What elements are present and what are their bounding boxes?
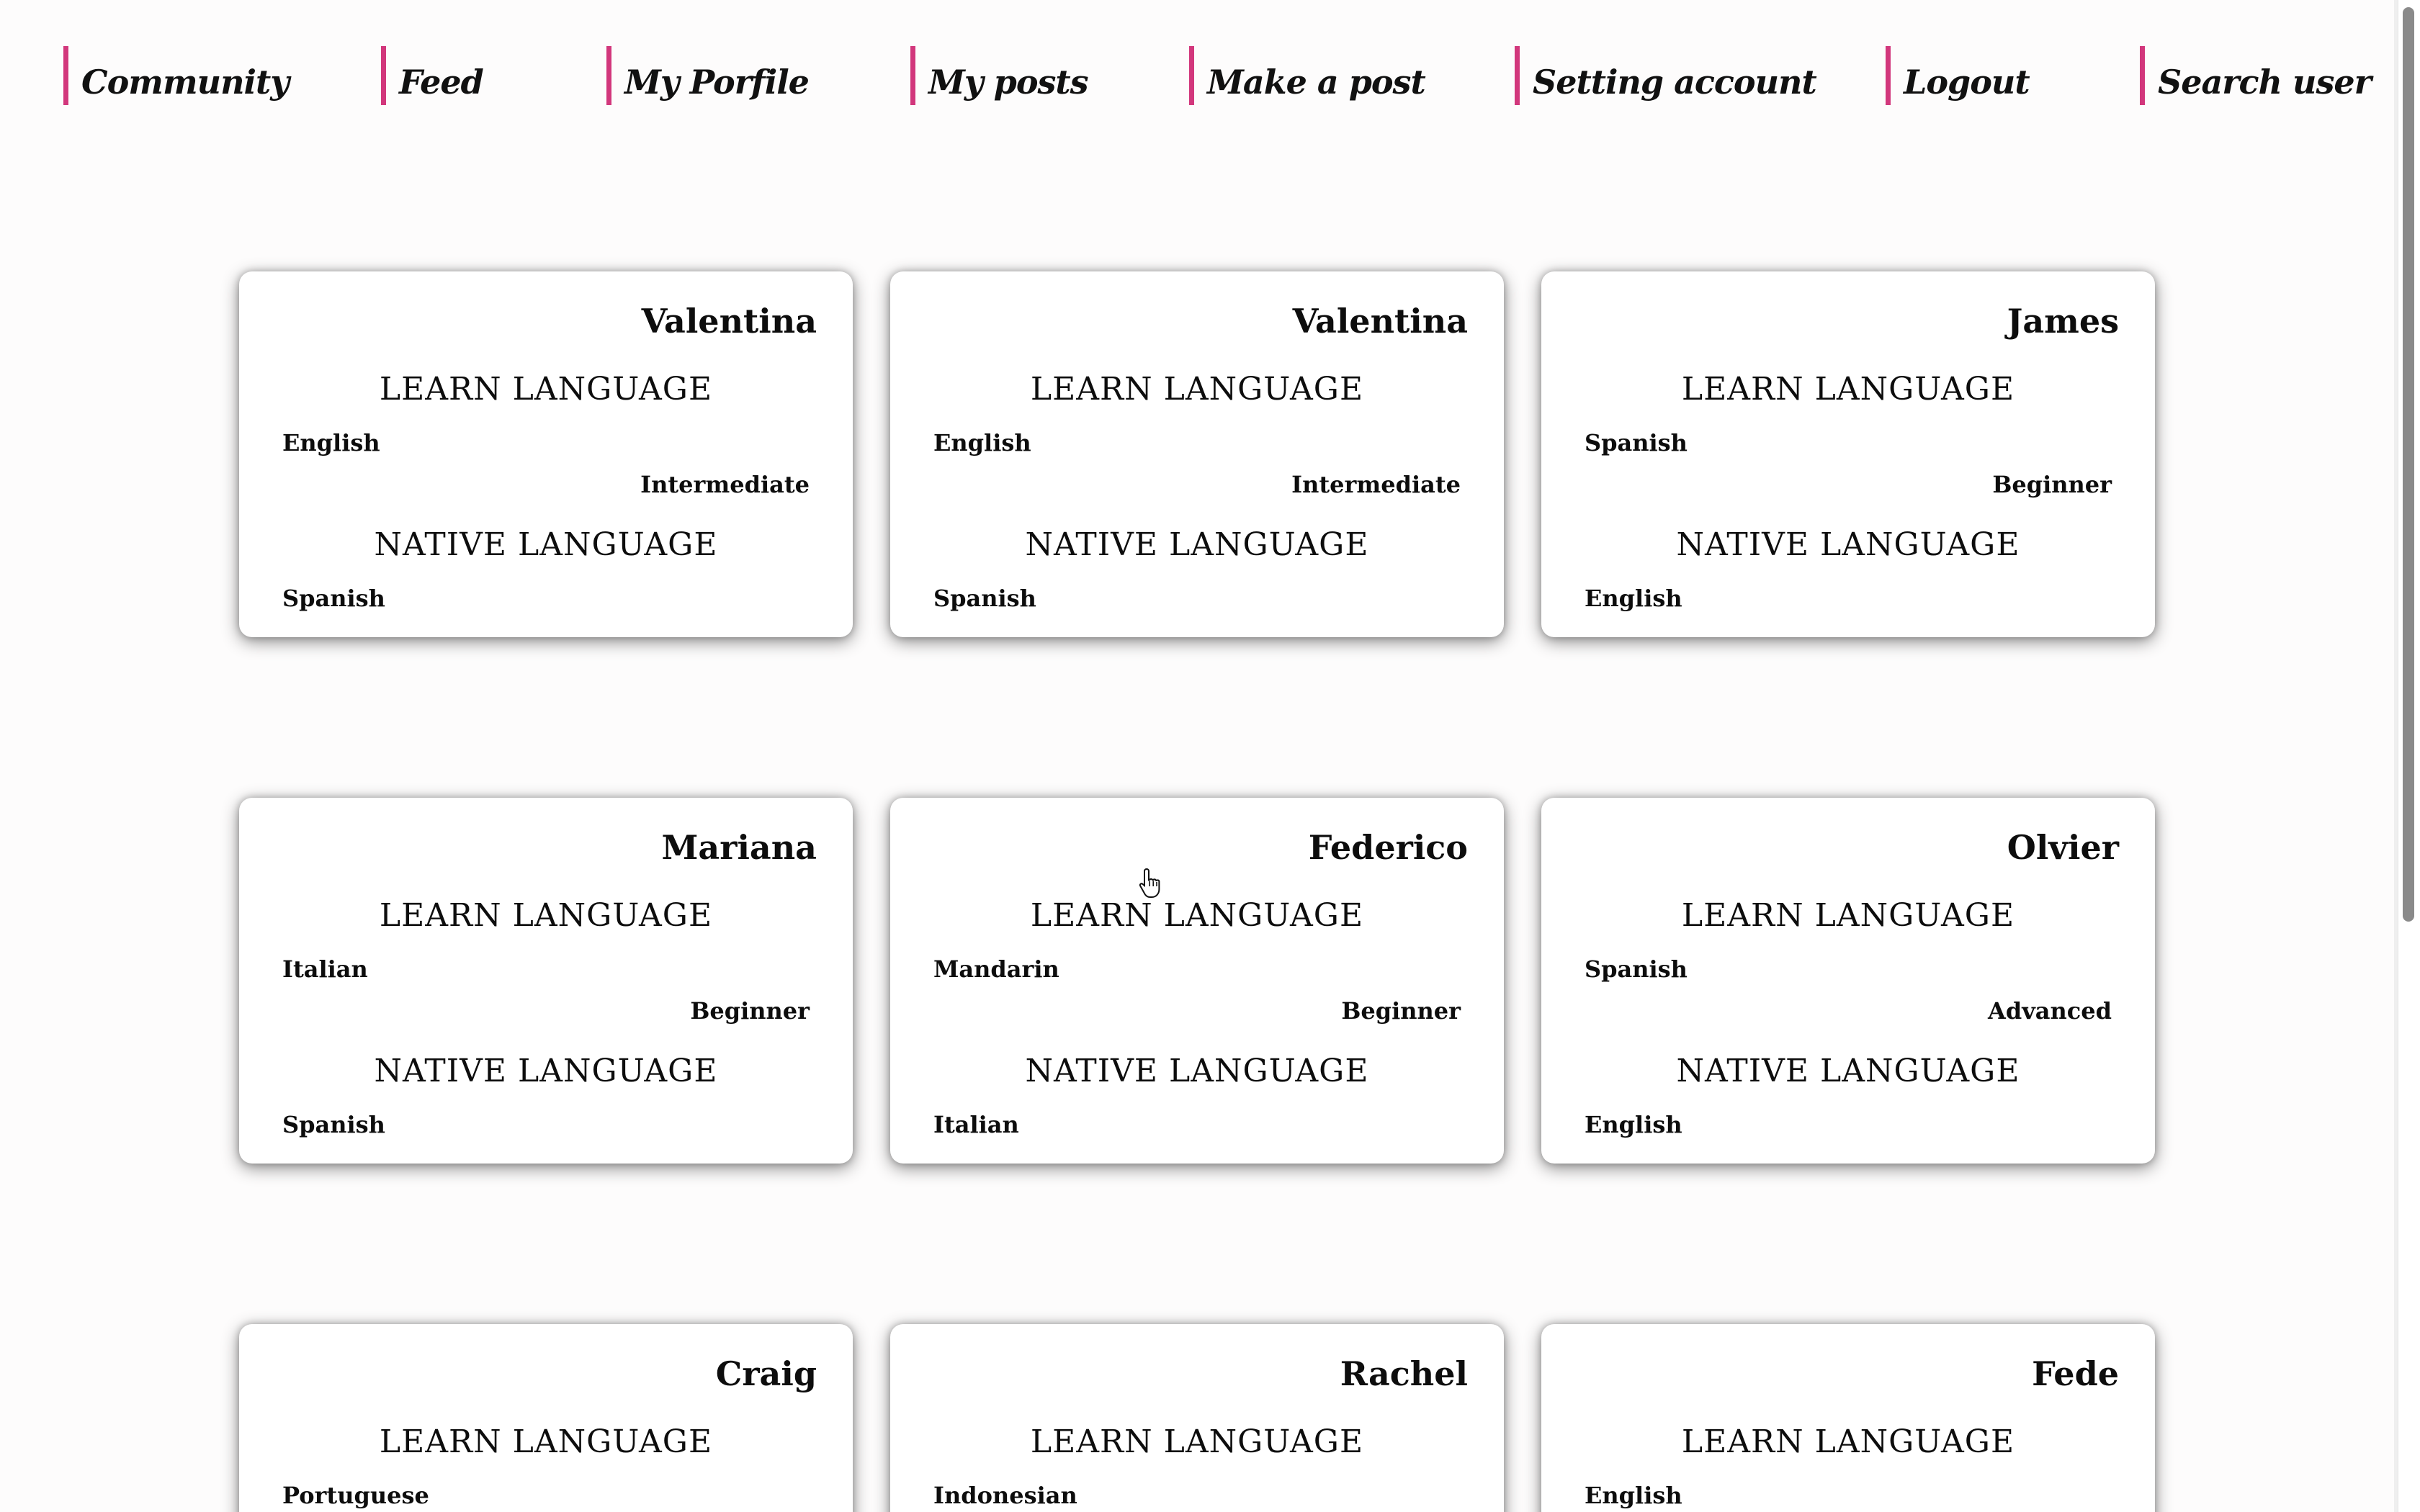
native-language-heading: NATIVE LANGUAGE — [374, 1053, 718, 1089]
level-value: Beginner — [690, 997, 810, 1025]
user-name: Fede — [2032, 1354, 2119, 1393]
learn-language-value: English — [933, 429, 1031, 456]
user-card[interactable] — [890, 1324, 1504, 1512]
level-value: Intermediate — [640, 471, 810, 498]
level-value: Beginner — [1341, 997, 1461, 1025]
user-card[interactable] — [890, 271, 1504, 637]
learn-language-heading: LEARN LANGUAGE — [1681, 371, 2015, 408]
level-value: Intermediate — [1291, 471, 1461, 498]
user-name: James — [2007, 302, 2119, 341]
user-card[interactable] — [1541, 798, 2155, 1164]
hand-pointer-icon — [1138, 867, 1164, 899]
native-language-heading: NATIVE LANGUAGE — [1025, 1053, 1369, 1089]
user-name: Rachel — [1340, 1354, 1468, 1393]
learn-language-heading: LEARN LANGUAGE — [1681, 1423, 2015, 1460]
user-card[interactable] — [1541, 271, 2155, 637]
user-name: Federico — [1308, 828, 1468, 867]
learn-language-heading: LEARN LANGUAGE — [1030, 1423, 1364, 1460]
learn-language-value: English — [282, 429, 380, 456]
user-name: Olvier — [2007, 828, 2119, 867]
nav-my-posts[interactable]: My posts — [910, 46, 1088, 105]
native-language-heading: NATIVE LANGUAGE — [1676, 1053, 2020, 1089]
learn-language-heading: LEARN LANGUAGE — [379, 897, 713, 934]
learn-language-heading: LEARN LANGUAGE — [1030, 371, 1364, 408]
user-card[interactable] — [239, 271, 853, 637]
native-language-heading: NATIVE LANGUAGE — [1025, 526, 1369, 563]
level-value: Beginner — [1992, 471, 2112, 498]
user-name: Valentina — [641, 302, 817, 341]
nav-logout[interactable]: Logout — [1886, 46, 2030, 105]
user-card[interactable] — [1541, 1324, 2155, 1512]
native-language-value: English — [1585, 585, 1682, 612]
learn-language-value: Indonesian — [933, 1482, 1077, 1509]
native-language-heading: NATIVE LANGUAGE — [1676, 526, 2020, 563]
nav-my-profile[interactable]: My Porfile — [606, 46, 809, 105]
vertical-scrollbar[interactable] — [2398, 0, 2420, 1512]
learn-language-value: Mandarin — [933, 955, 1059, 983]
learn-language-value: Italian — [282, 955, 368, 983]
learn-language-value: Spanish — [1585, 429, 1688, 456]
scrollbar-thumb[interactable] — [2403, 7, 2414, 922]
learn-language-value: Spanish — [1585, 955, 1688, 983]
user-name: Valentina — [1292, 302, 1468, 341]
nav-feed[interactable]: Feed — [381, 46, 483, 105]
level-value: Advanced — [1987, 997, 2112, 1025]
nav-make-a-post[interactable]: Make a post — [1189, 46, 1425, 105]
user-card[interactable] — [890, 798, 1504, 1164]
user-name: Mariana — [661, 828, 817, 867]
nav-search-user[interactable]: Search user — [2140, 46, 2371, 105]
nav-community[interactable]: Community — [63, 46, 289, 105]
top-nav — [0, 0, 2398, 144]
native-language-value: Italian — [933, 1111, 1019, 1138]
learn-language-heading: LEARN LANGUAGE — [1681, 897, 2015, 934]
native-language-value: Spanish — [933, 585, 1036, 612]
learn-language-heading: LEARN LANGUAGE — [1030, 897, 1364, 934]
native-language-value: Spanish — [282, 585, 385, 612]
native-language-value: English — [1585, 1111, 1682, 1138]
learn-language-heading: LEARN LANGUAGE — [379, 1423, 713, 1460]
learn-language-heading: LEARN LANGUAGE — [379, 371, 713, 408]
nav-setting-account[interactable]: Setting account — [1515, 46, 1816, 105]
learn-language-value: English — [1585, 1482, 1682, 1509]
user-card[interactable] — [239, 1324, 853, 1512]
learn-language-value: Portuguese — [282, 1482, 429, 1509]
user-name: Craig — [715, 1354, 817, 1393]
user-card[interactable] — [239, 798, 853, 1164]
native-language-heading: NATIVE LANGUAGE — [374, 526, 718, 563]
native-language-value: Spanish — [282, 1111, 385, 1138]
